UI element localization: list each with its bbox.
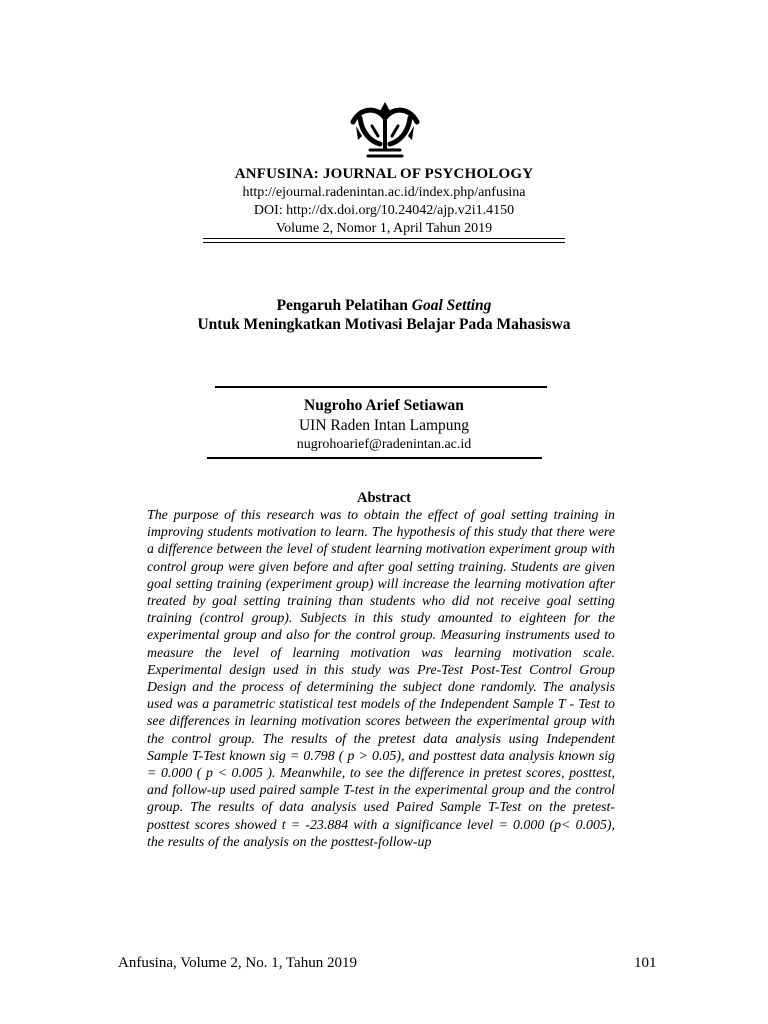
article-title-line-1 <box>0 296 768 315</box>
journal-name: ANFUSINA: JOURNAL OF PSYCHOLOGY <box>234 166 534 182</box>
title-italic-term: Goal Setting <box>411 297 492 314</box>
footer-citation: Anfusina, Volume 2, No. 1, Tahun 2019 <box>118 955 357 971</box>
article-title-line-2: Untuk Meningkatkan Motivasi Belajar Pada Mahasiswa <box>197 316 571 333</box>
title-text: Pengaruh Pelatihan <box>276 297 412 314</box>
journal-emblem-icon <box>350 100 420 164</box>
journal-volume: Volume 2, Nomor 1, April Tahun 2019 <box>275 221 493 236</box>
author-divider-top <box>215 386 547 388</box>
abstract-heading: Abstract <box>357 490 411 506</box>
page-number: 101 <box>634 955 657 971</box>
author-email: nugrohoarief@radenintan.ac.id <box>296 437 472 452</box>
author-divider-bottom <box>207 457 542 459</box>
author-block <box>0 396 768 454</box>
header-double-rule <box>203 238 565 243</box>
author-affiliation: UIN Raden Intan Lampung <box>298 417 470 434</box>
author-name: Nugroho Arief Setiawan <box>304 397 464 414</box>
article-title <box>0 296 768 334</box>
journal-header <box>0 165 768 238</box>
abstract-body: The purpose of this research was to obtain the effect of goal setting training in improving students motivation to learn. The hypothesis of this study that there were a difference between the level of student learning motivation experiment group with control group were given before and after goal setting training. Students are given goal setting training (experiment group) will increase the learning motivation after treated by goal setting training than students who did not receive goal setting training (control group). Subjects in this study amounted to eighteen for the experimental group and also for the control group. Measuring instruments used to measure the level of learning motivation was learning motivation scale. Experimental design used in this study was Pre-Test Post-Test Control Group Design and the process of determining the subject done randomly. The analysis used was a parametric statistical test models of the Independent Sample T - Test to see differences in learning motivation scores between the experimental group with the control group. The results of the pretest data analysis using Independent Sample T-Test known sig = 0.798 ( p > 0.05), and posttest data analysis known sig = 0.000 ( p < 0.005 ). Meanwhile, to see the difference in pretest scores, posttest, and follow-up used paired sample T-test in the experimental group and the control group. The results of data analysis used Paired Sample T-Test on the pretest-posttest scores showed t = -23.884 with a significance level = 0.000 (p< 0.005), the results of the analysis on the posttest-follow-up <box>147 508 615 850</box>
journal-doi: DOI: http://dx.doi.org/10.24042/ajp.v2i1.4150 <box>253 203 515 218</box>
journal-url: http://ejournal.radenintan.ac.id/index.php/anfusina <box>242 185 526 200</box>
